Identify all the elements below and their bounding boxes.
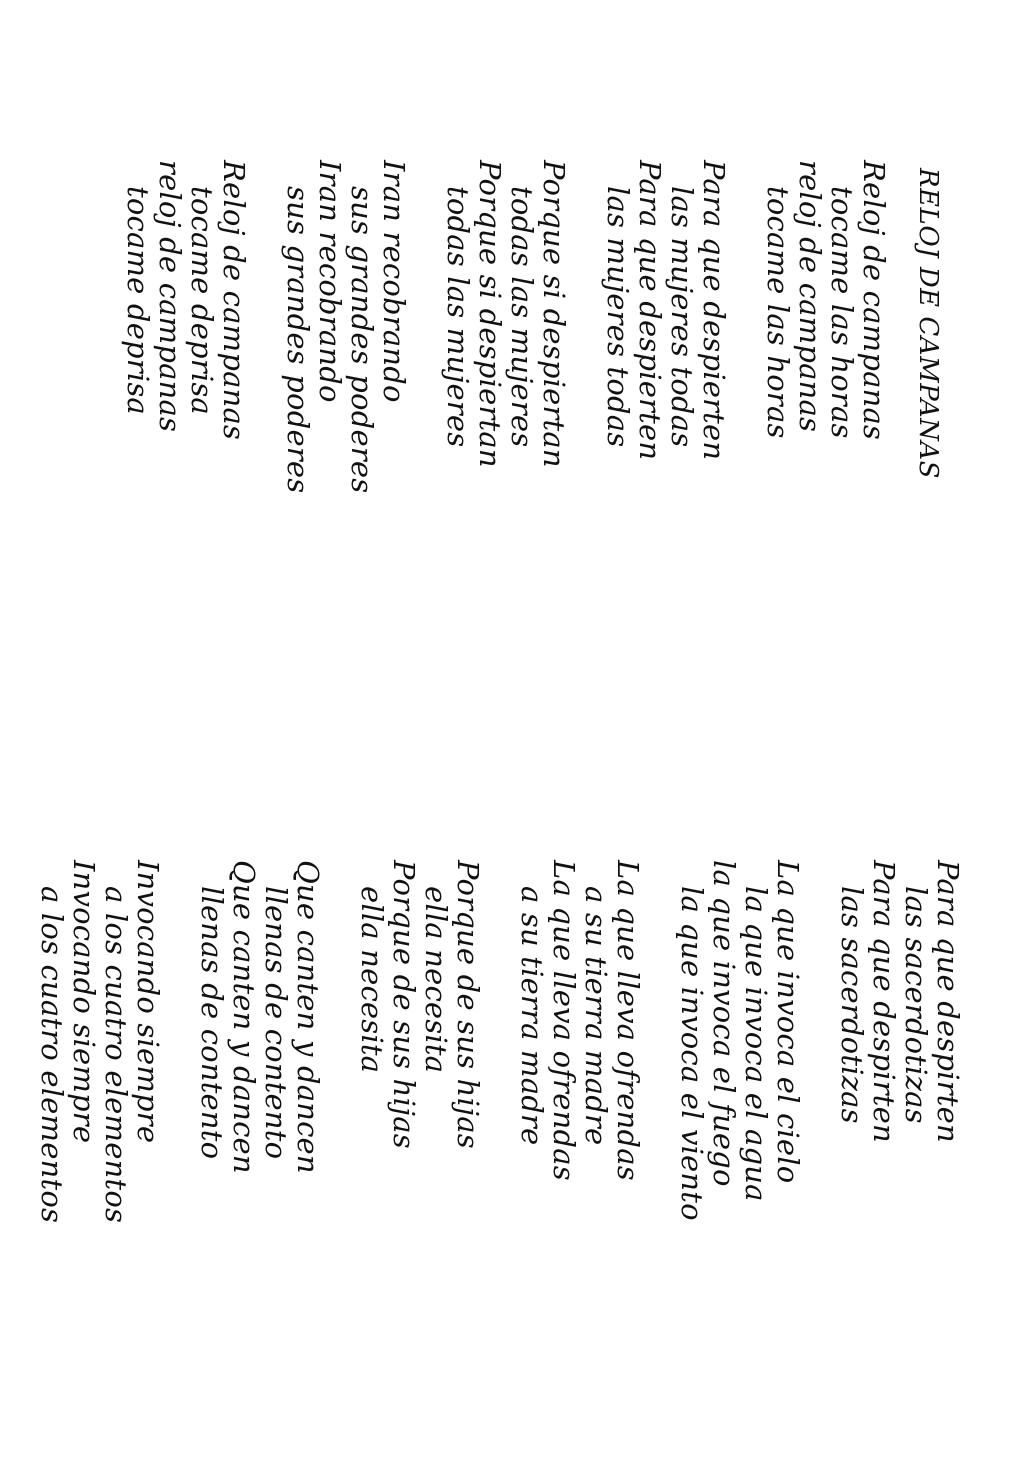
- poem-line: Reloj de campanas: [857, 160, 891, 441]
- stanza: [602, 160, 730, 760]
- poem-line: la que invoca el fuego: [707, 860, 741, 1187]
- poem-line: a su tierra madre: [579, 886, 613, 1146]
- poem-line: todas las mujeres: [441, 186, 475, 448]
- stanza: [516, 860, 644, 1460]
- poem-line: Invocando siempre: [131, 860, 165, 1144]
- poem-line: la que invoca el agua: [739, 886, 773, 1202]
- poem-line: reloj de campanas: [793, 160, 827, 433]
- poem-line: Para que despirten: [867, 860, 901, 1143]
- poem-line: las mujeres todas: [601, 186, 635, 448]
- poem-line: Reloj de campanas: [217, 160, 251, 441]
- poem-line: Iran recobrando: [377, 160, 411, 403]
- stanza: [442, 160, 570, 760]
- poem-line: Para que despierten: [633, 160, 667, 461]
- poem-line: Para que despierten: [697, 160, 731, 461]
- poem-line: tocame deprisa: [121, 186, 155, 415]
- poem-line: a su tierra madre: [515, 886, 549, 1146]
- poem-line: tocame las horas: [761, 186, 795, 439]
- poem-line: La que invoca el cielo: [771, 860, 805, 1184]
- poem-title: RELOJ DE CAMPANAS: [913, 168, 943, 479]
- poem-column-right: [4, 860, 1024, 1460]
- poem-line: reloj de campanas: [153, 160, 187, 433]
- poem-line: las mujeres todas: [665, 186, 699, 448]
- poem-line: Invocando siempre: [67, 860, 101, 1144]
- poem-line: tocame las horas: [825, 186, 859, 439]
- poem-line: sus grandes poderes: [281, 186, 315, 494]
- poem-line: Que canten y dancen: [227, 860, 261, 1174]
- poem-line: la que invoca el viento: [675, 886, 709, 1221]
- stanza: [676, 860, 804, 1460]
- poem-line: ella necesita: [419, 886, 453, 1074]
- poem-line: Porque de sus hijas: [451, 860, 485, 1149]
- poem-line: La que lleva ofrendas: [547, 860, 581, 1181]
- stanza: [196, 860, 324, 1460]
- poem-line: Iran recobrando: [313, 160, 347, 403]
- poem-line: Porque si despiertan: [473, 160, 507, 468]
- stanza: [282, 160, 410, 760]
- poem-line: ella necesita: [355, 886, 389, 1074]
- poem-line: las sacerdotizas: [835, 886, 869, 1124]
- poem-line: sus grandes poderes: [345, 186, 379, 494]
- poem-line: a los cuatro elementos: [99, 886, 133, 1224]
- stanza: [762, 160, 890, 760]
- poem-line: llenas de contento: [259, 886, 293, 1160]
- poem-line: tocame deprisa: [185, 186, 219, 415]
- left-stanzas: [122, 160, 890, 760]
- poem-line: llenas de contento: [195, 886, 229, 1160]
- poem-line: La que lleva ofrendas: [611, 860, 645, 1181]
- poem-line: Para que despirten: [931, 860, 965, 1143]
- poem-line: Que canten y dancen: [291, 860, 325, 1174]
- poem-line: las sacerdotizas: [899, 886, 933, 1124]
- poem-line: Porque si despiertan: [537, 160, 571, 468]
- right-stanzas: [36, 860, 964, 1460]
- poem-line: a los cuatro elementos: [35, 886, 69, 1224]
- stanza: [122, 160, 250, 760]
- poem-column-left: [90, 160, 1024, 760]
- poem-line: Porque de sus hijas: [387, 860, 421, 1149]
- poem-line: todas las mujeres: [505, 186, 539, 448]
- stanza: [356, 860, 484, 1460]
- stanza: [36, 860, 164, 1460]
- stanza: [836, 860, 964, 1460]
